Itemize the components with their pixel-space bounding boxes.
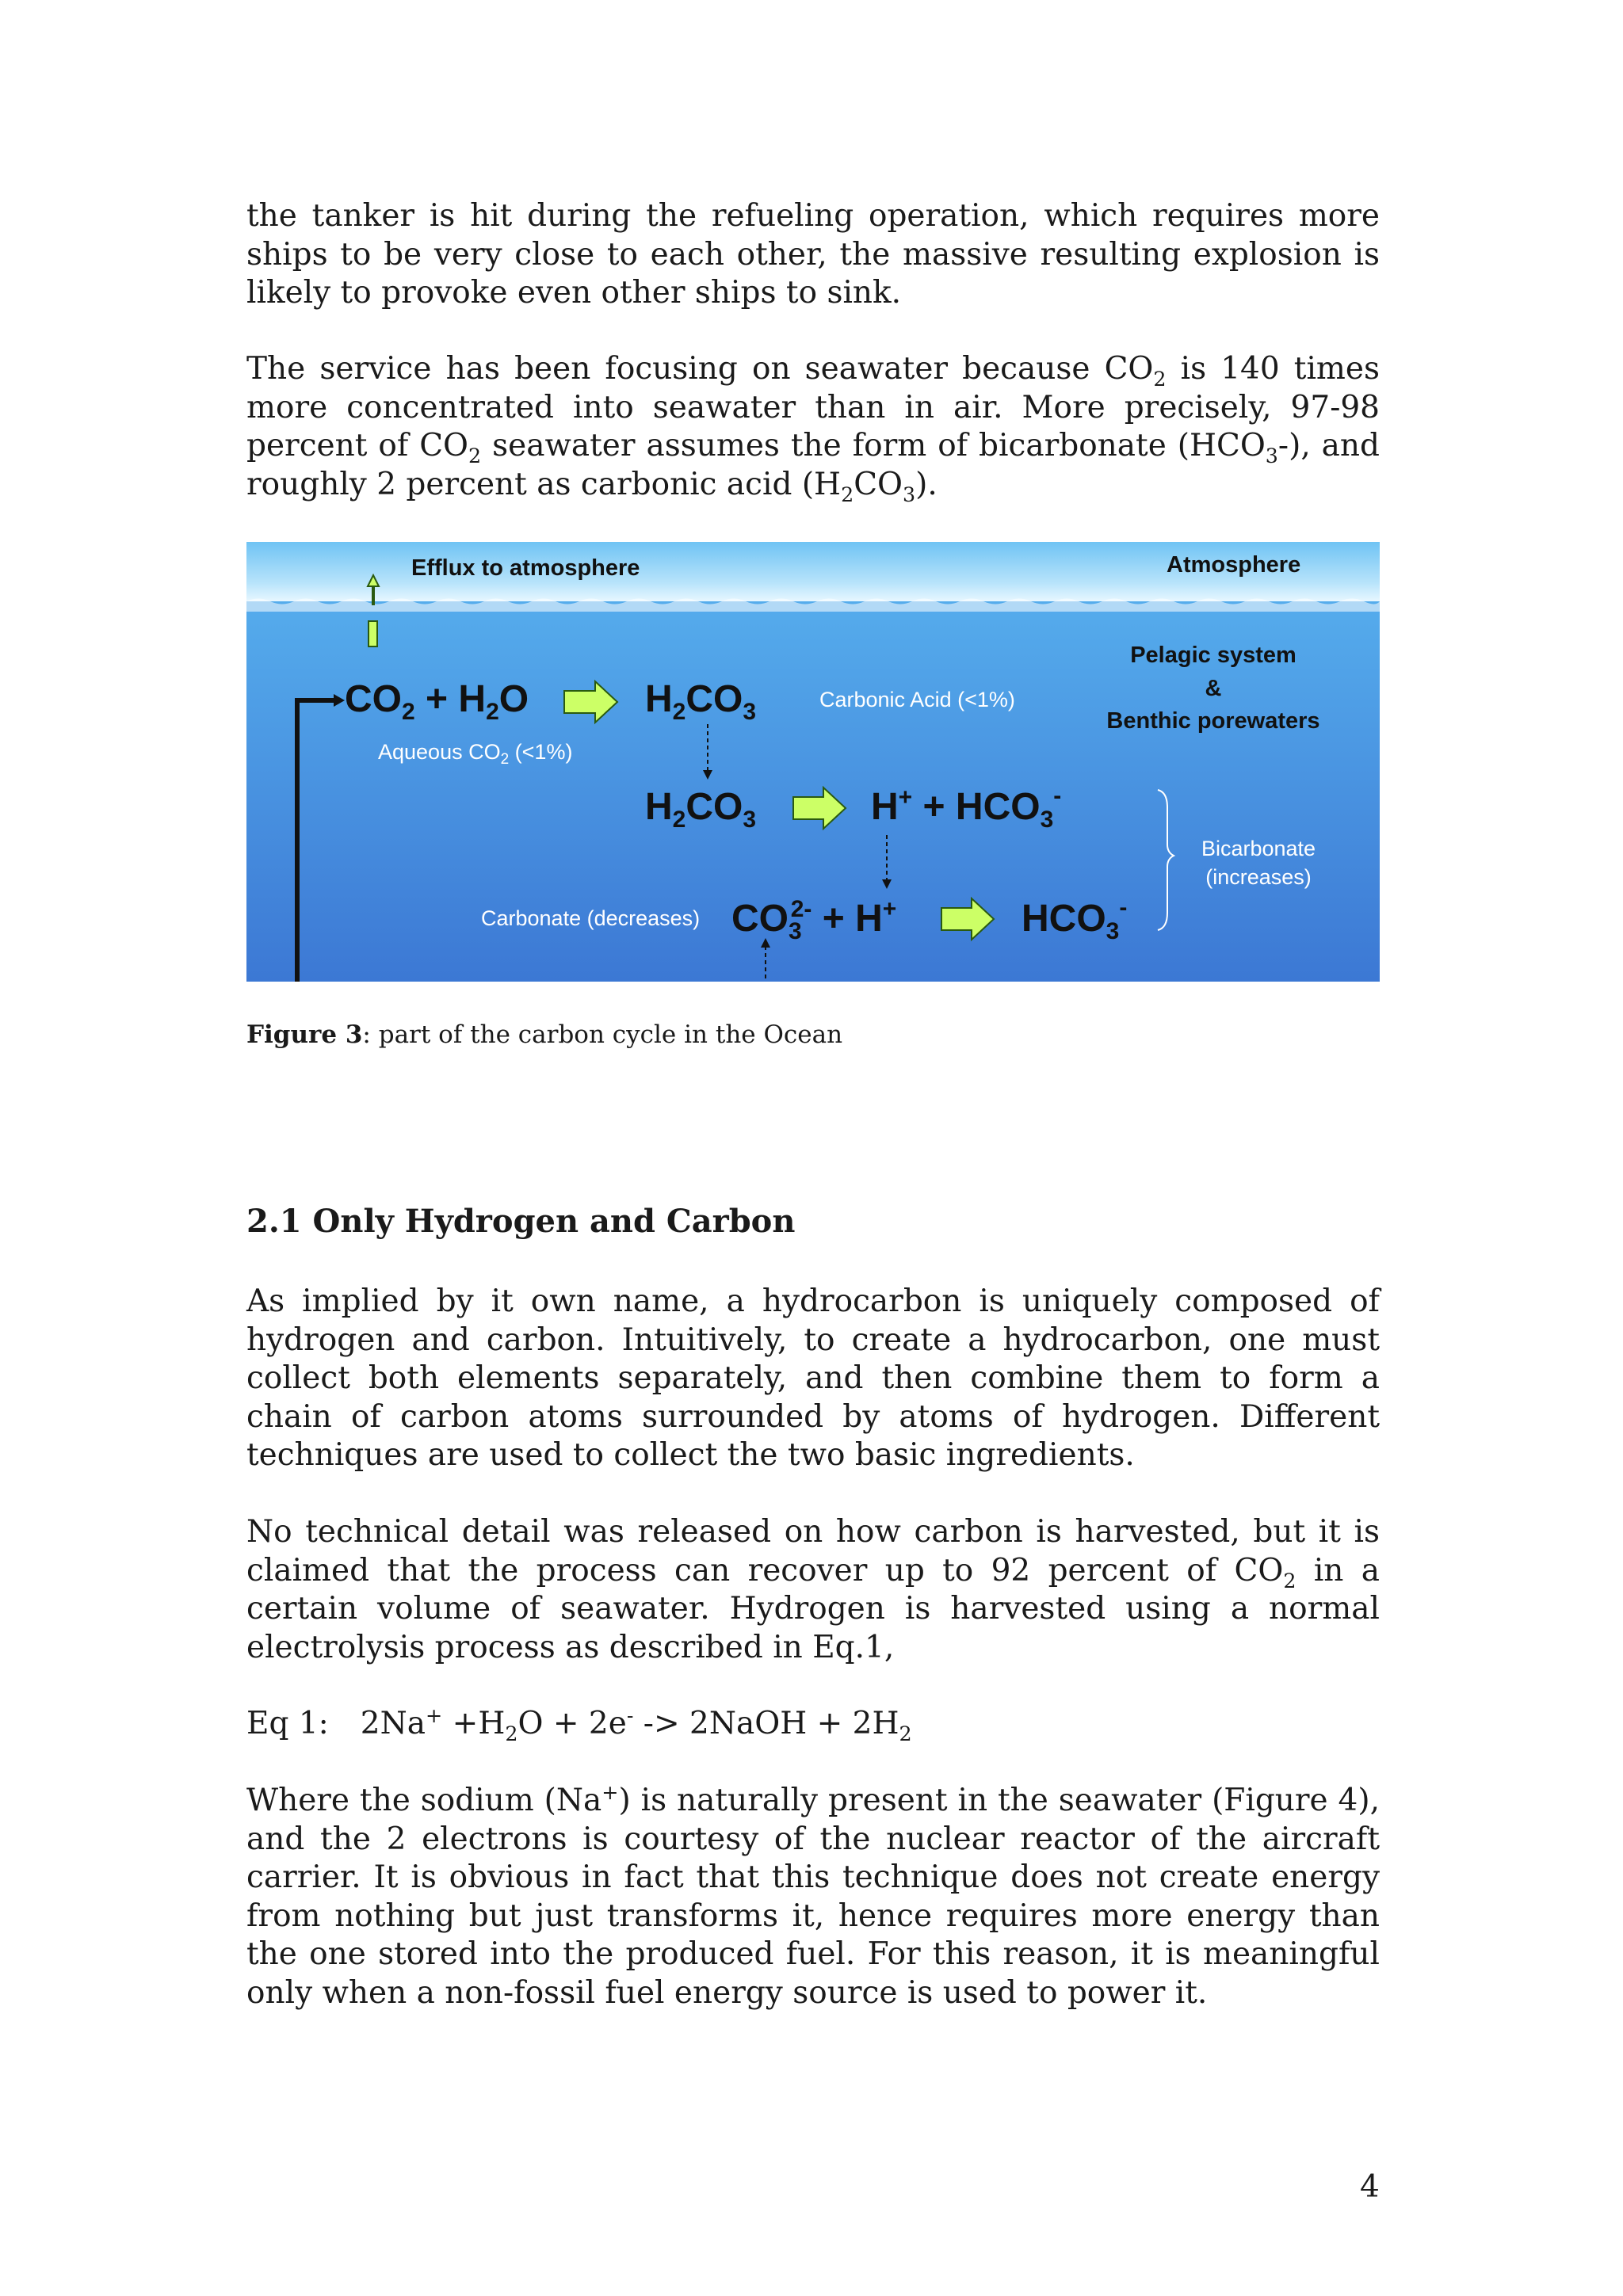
label-bicarbonate-1: Bicarbonate (1201, 837, 1316, 860)
formula-co2-h2o: $CO_2 + H_2O$ (345, 678, 529, 725)
formula-hco3: $HCO_3^-$ (1022, 894, 1128, 944)
figure-caption-label: Figure 3 (246, 1020, 363, 1049)
label-aqueous: Aqueous $CO_2$ (<1%) (378, 740, 573, 768)
formula-h2co3-mid: $H_2CO_3$ (645, 786, 757, 833)
paragraph-2: The service has been focusing on seawater because $CO_2$ is 140 times more concentrated into seawater than in air. More precisely, 97-98 percent of $CO_2$ seawater assumes the form of bicarbonate $(HCO_3-)$, and roughly 2 percent as carbonic acid $(H_2CO_3)$. (246, 351, 1381, 506)
paragraph-4: No technical detail was released on how carbon is harvested, but it is claimed that the process can recover up to 92 percent of $CO_2$ in a certain volume of seawater. Hydrogen is harvested using a normal electrolysis process as described in Eq.1, (246, 1514, 1380, 1665)
paragraph-3: As implied by it own name, a hydrocarbon is uniquely composed of hydrogen and carbon. Intuitively, to create a hydrocarbon, one must collect both elements separately, and then combine them to form a chain of carbon atoms surrounded by atoms of hydrogen. Different techniques are used to collect the two basic ingredients. (246, 1283, 1380, 1473)
label-pelagic-3: Benthic porewaters (1106, 708, 1320, 734)
section-heading: 2.1 Only Hydrogen and Carbon (246, 1203, 796, 1240)
paragraph-5: Where the sodium (Na+) is naturally present in the seawater (Figure 4), and the 2 electrons is courtesy of the nuclear reactor of the aircraft carrier. It is obvious in fact that this technique does not create energy from nothing but just transforms it, hence requires more energy than the one stored into the produced fuel. For this reason, it is meaningful only when a non-fossil fuel energy source is used to power it. (246, 1780, 1380, 2011)
label-carbonate: Carbonate (decreases) (481, 906, 701, 930)
label-pelagic-2: & (1205, 676, 1222, 701)
label-pelagic-1: Pelagic system (1130, 643, 1296, 668)
figure-caption (246, 1020, 842, 1049)
carbon-cycle-figure (246, 542, 1380, 982)
page-number: 4 (1360, 2169, 1380, 2205)
formula-co3-hplus: $CO_32- + H^+$ (731, 896, 897, 944)
formula-h2co3-top: $H_2CO_3$ (645, 678, 757, 725)
paragraph-1: the tanker is hit during the refueling operation, which requires more ships to be very close to each other, the massive resulting explosion is likely to provoke even other ships to sink. (246, 198, 1380, 311)
label-bicarbonate-2: (increases) (1205, 865, 1312, 889)
label-carbonic-acid: Carbonic Acid (<1%) (819, 688, 1015, 711)
label-atmosphere-text: Atmosphere (1167, 552, 1301, 578)
equation-1: Eq 1: $2Na^+ +H_2O + 2e^-$ -> 2NaOH + $2H_2$ (246, 1703, 912, 1745)
equation-label: Eq 1: (246, 1706, 329, 1741)
label-efflux: Efflux to atmosphere (411, 555, 640, 581)
figure-caption-text: : part of the carbon cycle in the Ocean (362, 1020, 843, 1049)
formula-hplus-hco3: $H^+ + HCO_3^-$ (871, 783, 1062, 833)
